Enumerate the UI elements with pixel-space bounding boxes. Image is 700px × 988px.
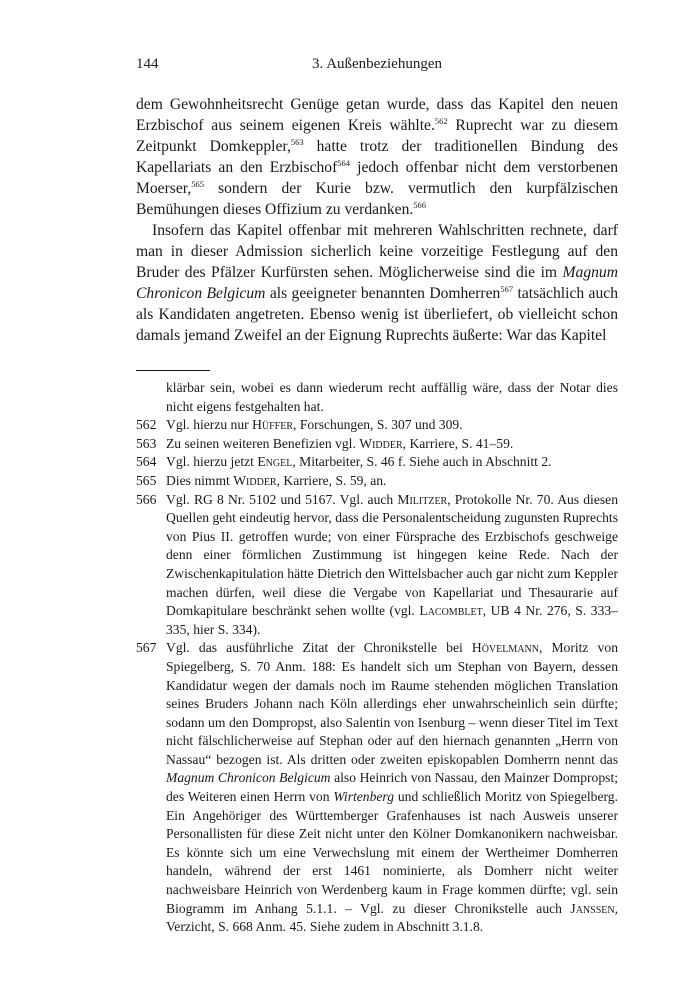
footnote-ref-564[interactable]: 564	[337, 158, 351, 168]
running-head: 3. Außenbeziehungen	[312, 56, 442, 72]
paragraph-2: Insofern das Kapitel offenbar mit mehreren Wahlschritten rechnete, darf man in dieser Admission sicherlich keine vorzeitige Festlegung auf den Bruder des Pfälzer Kurfürsten sehen. Möglicherweise sind die im Magnum Chronicon Belgicum als geeigneter benannten Domherren$^{567}$ tatsächlich auch als Kandidaten angetreten. Ebenso wenig ist überliefert, ob vielleicht schon damals jemand Zweifel an der Eignung Ruprechts äußerte: War das Kapitel	[136, 222, 618, 344]
page-header	[136, 56, 618, 82]
footnote-ref-567[interactable]: 567	[500, 284, 514, 294]
footnote-continuation: klärbar sein, wobei es dann wiederum recht auffällig wäre, dass der Notar dies nicht eigens festgehalten hat.	[166, 380, 618, 414]
footnote-ref-562[interactable]: 562	[434, 116, 448, 126]
footnote-ref-563[interactable]: 563	[290, 137, 304, 147]
footnote-564: 564 Vgl. hierzu jetzt Engel, Mitarbeiter, S. 46 f. Siehe auch in Abschnitt 2.	[136, 454, 552, 470]
footnote-562: 562 Vgl. hierzu nur Hüffer, Forschungen, S. 307 und 309.	[136, 417, 463, 433]
footnote-ref-565[interactable]: 565	[191, 179, 204, 189]
footnote-ref-566[interactable]: 566	[413, 200, 427, 210]
footnote-565: 565 Dies nimmt Widder, Karriere, S. 59, an.	[136, 472, 387, 488]
footnote-566: 566 Vgl. RG 8 Nr. 5102 und 5167. Vgl. auch Militzer, Protokolle Nr. 70. Aus diesen Quellen geht eindeutig hervor, dass die Personalentscheidung zugunsten Ruprechts von Pius II. getroffen wurde; von einer Fürsprache des Erzbischofs geschweige denn einer förmlichen Zustimmung ist hingegen keine Rede. Nach der Zwischenkapitulation hätte Dietrich den Wittelsbacher auch gar nicht zum Keppler machen dürfen, weil diese die Vergabe von Kapellariat und Thesaurarie auf Domkapitulare beschränkt sehen wollte (vgl. Lacomblet, UB 4 Nr. 276, S. 333–335, hier S. 334).	[136, 491, 618, 637]
main-text	[136, 94, 618, 346]
work-title: Magnum Chronicon Belgicum	[136, 264, 618, 302]
book-page	[136, 56, 618, 937]
footnote-divider	[136, 370, 210, 371]
page-number: 144	[136, 56, 159, 72]
paragraph-1: dem Gewohnheitsrecht Genüge getan wurde, dass das Kapitel den neuen Erzbischof aus seinem eigenen Kreis wählte.$^{562}$ Ruprecht war zu diesem Zeitpunkt Domkeppler,$^{563}$ hatte trotz der traditionellen Bindung des Kapellariats an den Erzbischof$^{564}$ jedoch offenbar nicht dem verstorbenen Moerser,$^{565}$ sondern der Kurie bzw. vermutlich den kurpfälzischen Bemühungen dieses Offizium zu verdanken.$^{566}$	[136, 96, 619, 218]
footnote-567: 567 Vgl. das ausführliche Zitat der Chronikstelle bei Hövelmann, Moritz von Spiegelberg, S. 70 Anm. 188: Es handelt sich um Stephan von Bayern, dessen Kandidatur wegen der damals noch im Raume stehenden möglichen Translation seines Bruders Johann nach Köln allerdings eher unwahrscheinlich sein dürfte; sodann um den Dompropst, also Salentin von Isenburg – wenn dieser Titel im Text nicht fälschlicherweise auf Stephan oder auf den hiernach genannten „Herrn von Nassau“ bezogen ist. Als dritten oder zweiten episkopablen Domherrn nennt das Magnum Chronicon Belgicum also Heinrich von Nassau, den Mainzer Dompropst; des Weiteren einen Herrn von Wirtenberg und schließlich Moritz von Spiegelberg. Ein Angehöriger des Württemberger Grafenhauses ist nach Ausweis unserer Personallisten für diese Zeit nicht unter den Kölner Domkanonikern nachweisbar. Es könnte sich um eine Verwechslung mit einem der Wertheimer Domherren handeln, während der erst 1461 nominierte, als Domherr nicht weiter nachweisbare Heinrich von Werdenberg kaum in Frage kommen dürfte; vgl. sein Biogramm im Anhang 5.1.1. – Vgl. zu dieser Chronikstelle auch Janssen, Verzicht, S. 668 Anm. 45. Siehe zudem in Abschnitt 3.1.8.	[136, 640, 618, 935]
footnote-563: 563 Zu seinen weiteren Benefizien vgl. Widder, Karriere, S. 41–59.	[136, 435, 514, 451]
footnotes	[136, 379, 618, 937]
